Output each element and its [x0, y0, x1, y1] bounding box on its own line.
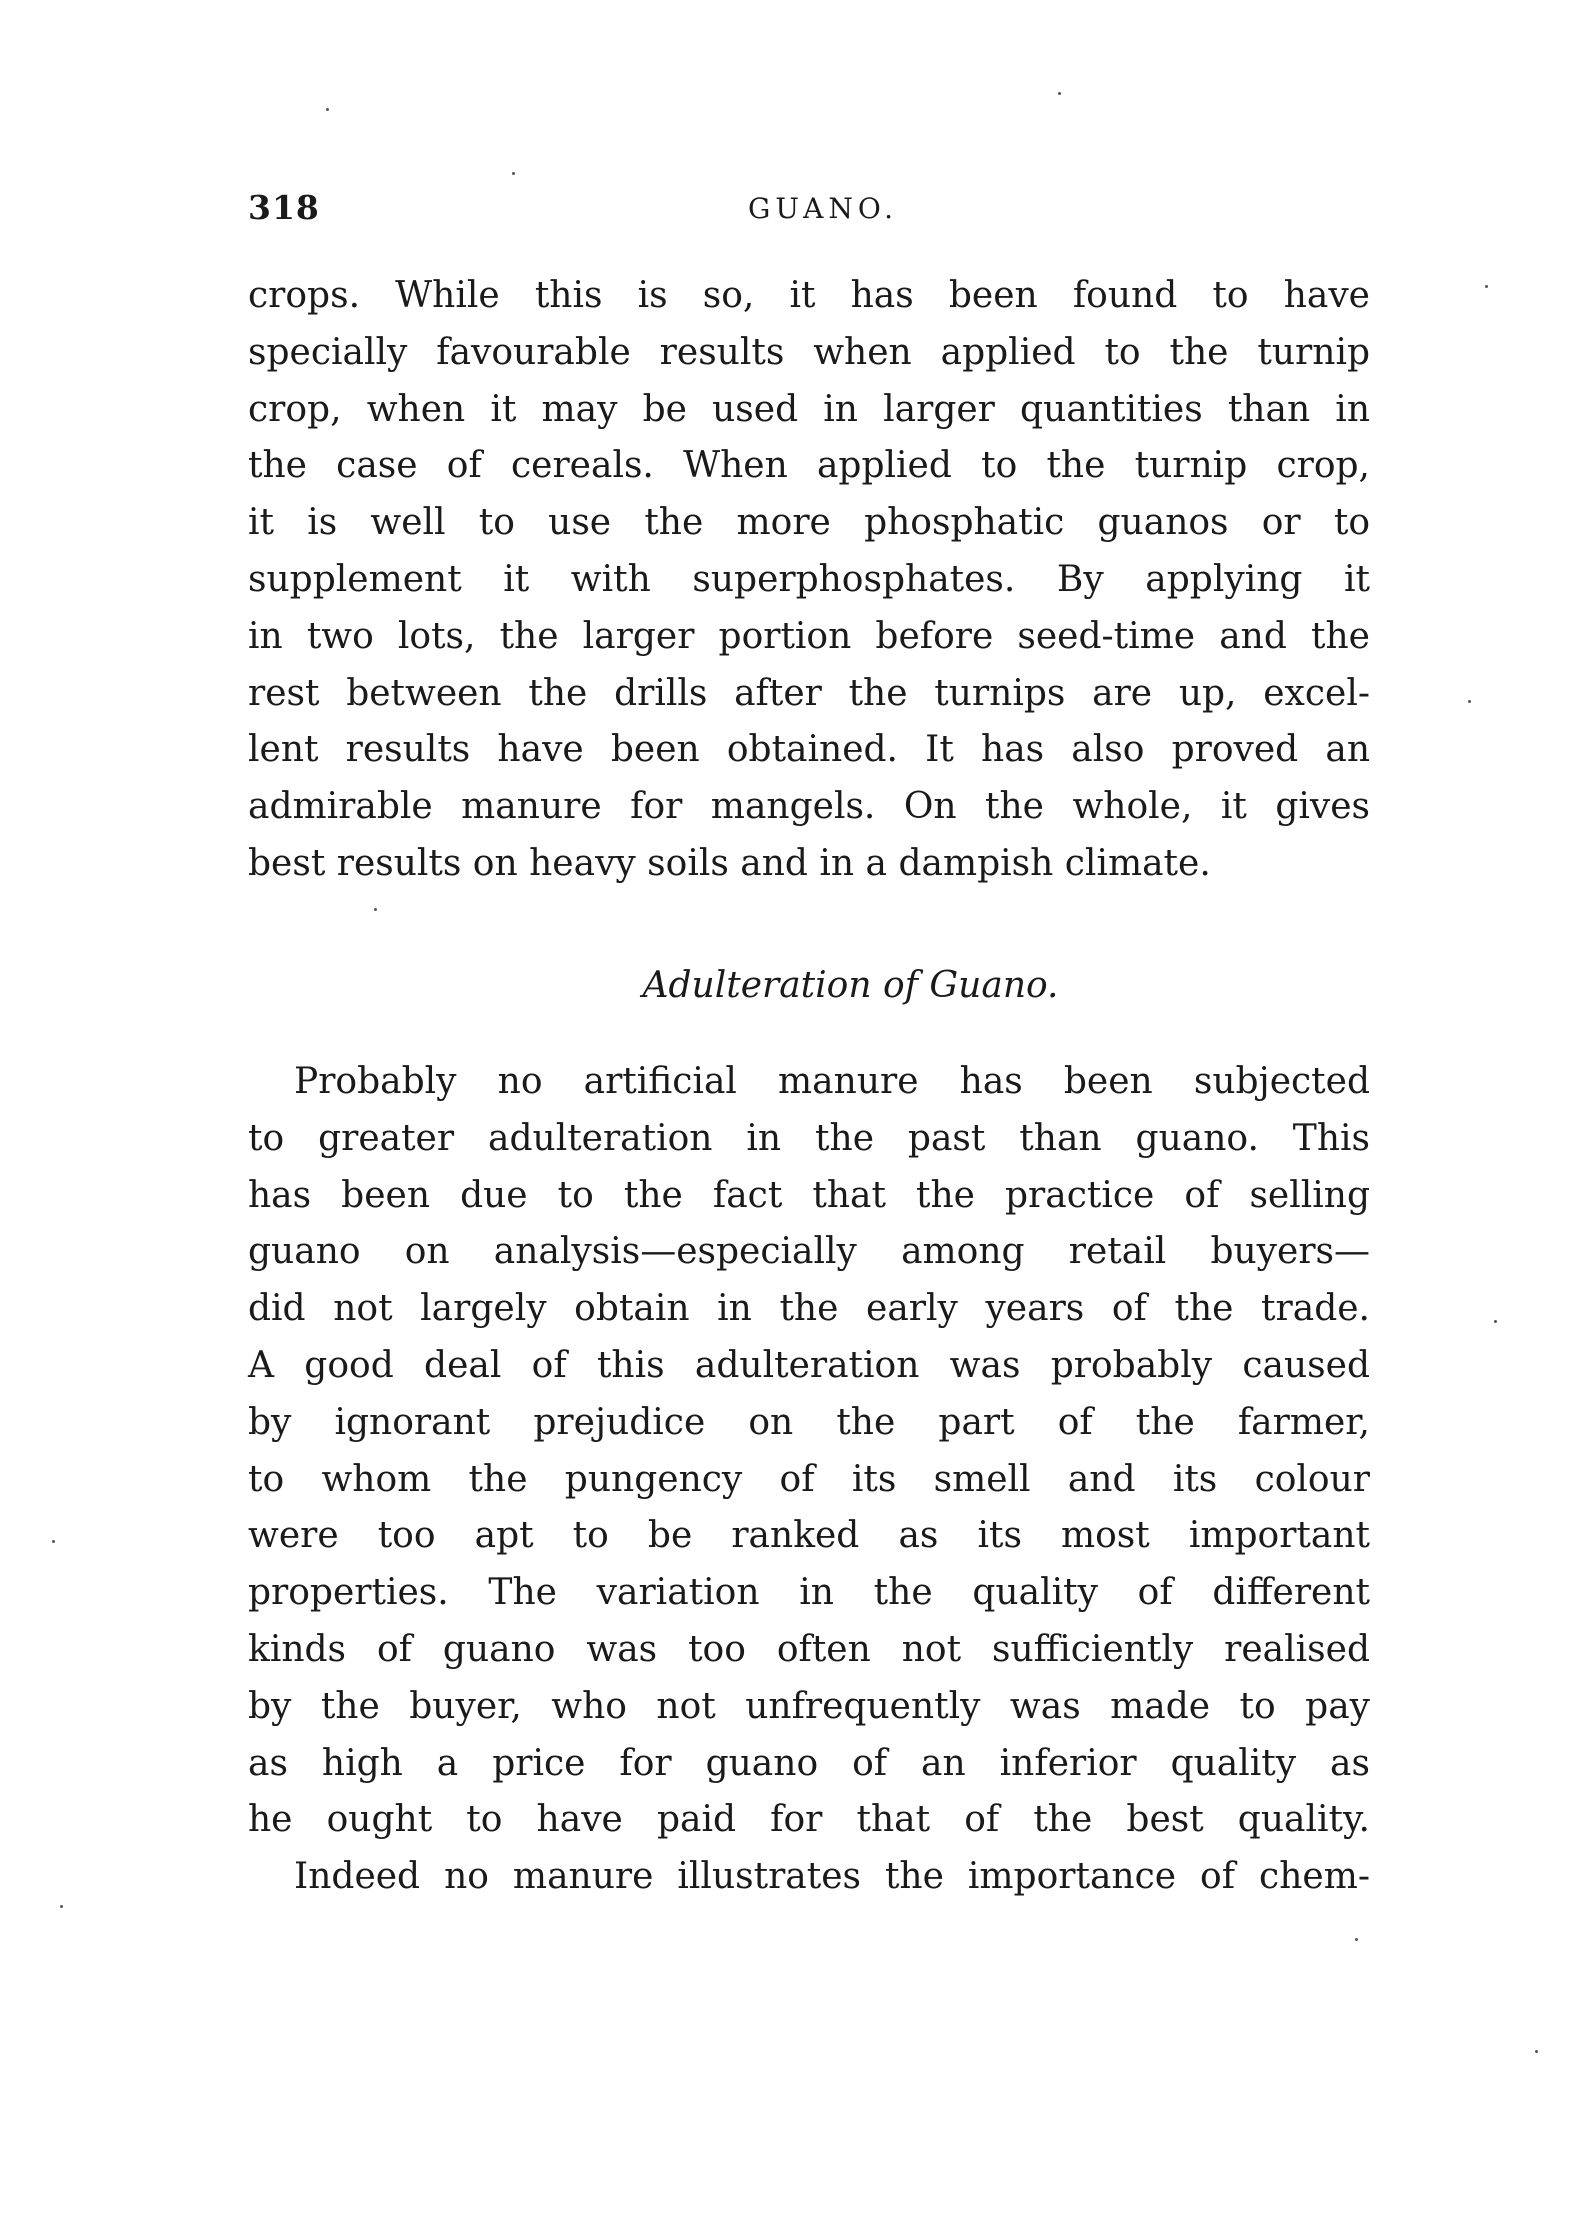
text-line: as high a price for guano of an inferior quality as: [248, 1742, 1370, 1784]
text-line: by the buyer, who not unfrequently was made to pay: [248, 1685, 1370, 1727]
paper-speck: [1535, 2050, 1538, 2053]
text-line: A good deal of this adulteration was probably caused: [248, 1344, 1370, 1386]
text-line: were too apt to be ranked as its most important: [248, 1515, 1370, 1557]
text-line: Indeed no manure illustrates the importance of chem-: [294, 1856, 1370, 1898]
text-line: guano on analysis—especially among retail buyers—: [248, 1231, 1370, 1273]
paper-speck: [374, 908, 377, 911]
paper-speck: [1355, 1938, 1358, 1941]
page-number: 318: [248, 188, 320, 227]
text-line: properties. The variation in the quality of different: [248, 1572, 1370, 1614]
text-line: by ignorant prejudice on the part of the farmer,: [248, 1401, 1370, 1443]
paper-speck: [1058, 92, 1061, 95]
paragraph-1: [248, 268, 1370, 893]
paper-speck: [60, 1905, 63, 1908]
paper-speck: [1485, 285, 1488, 288]
text-line: rest between the drills after the turnips are up, excel-: [248, 672, 1370, 714]
text-line: lent results have been obtained. It has also proved an: [248, 729, 1370, 771]
text-line: he ought to have paid for that of the best quality.: [248, 1799, 1370, 1841]
text-line: kinds of guano was too often not sufficiently realised: [248, 1628, 1370, 1670]
text-line: specially favourable results when applied to the turnip: [248, 331, 1370, 373]
paper-speck: [52, 1540, 55, 1543]
paragraph-2: [248, 1054, 1370, 1906]
page-header: [248, 188, 1368, 238]
paper-speck: [326, 108, 329, 111]
running-head: GUANO.: [748, 192, 899, 225]
text-line: best results on heavy soils and in a dampish climate.: [248, 842, 1211, 884]
text-line: Probably no artificial manure has been subjected: [294, 1061, 1370, 1102]
text-line: to greater adulteration in the past than guano. This: [248, 1117, 1370, 1159]
text-line: crops. While this is so, it has been found to have: [248, 275, 1370, 316]
text-line: supplement it with superphosphates. By applying it: [248, 558, 1370, 600]
text-line: admirable manure for mangels. On the whole, it gives: [248, 786, 1370, 828]
section-heading: Adulteration of Guano.: [642, 965, 1059, 1006]
text-line: the case of cereals. When applied to the turnip crop,: [248, 445, 1370, 487]
text-line: to whom the pungency of its smell and its colour: [248, 1458, 1370, 1500]
paper-speck: [1494, 1320, 1497, 1323]
text-line: did not largely obtain in the early years of the trade.: [248, 1288, 1370, 1330]
text-line: has been due to the fact that the practice of selling: [248, 1174, 1370, 1216]
text-line: in two lots, the larger portion before seed-time and the: [248, 615, 1370, 657]
text-line: crop, when it may be used in larger quantities than in: [248, 388, 1370, 430]
text-line: it is well to use the more phosphatic guanos or to: [248, 502, 1370, 544]
paper-speck: [512, 172, 515, 175]
paper-speck: [1468, 700, 1471, 703]
